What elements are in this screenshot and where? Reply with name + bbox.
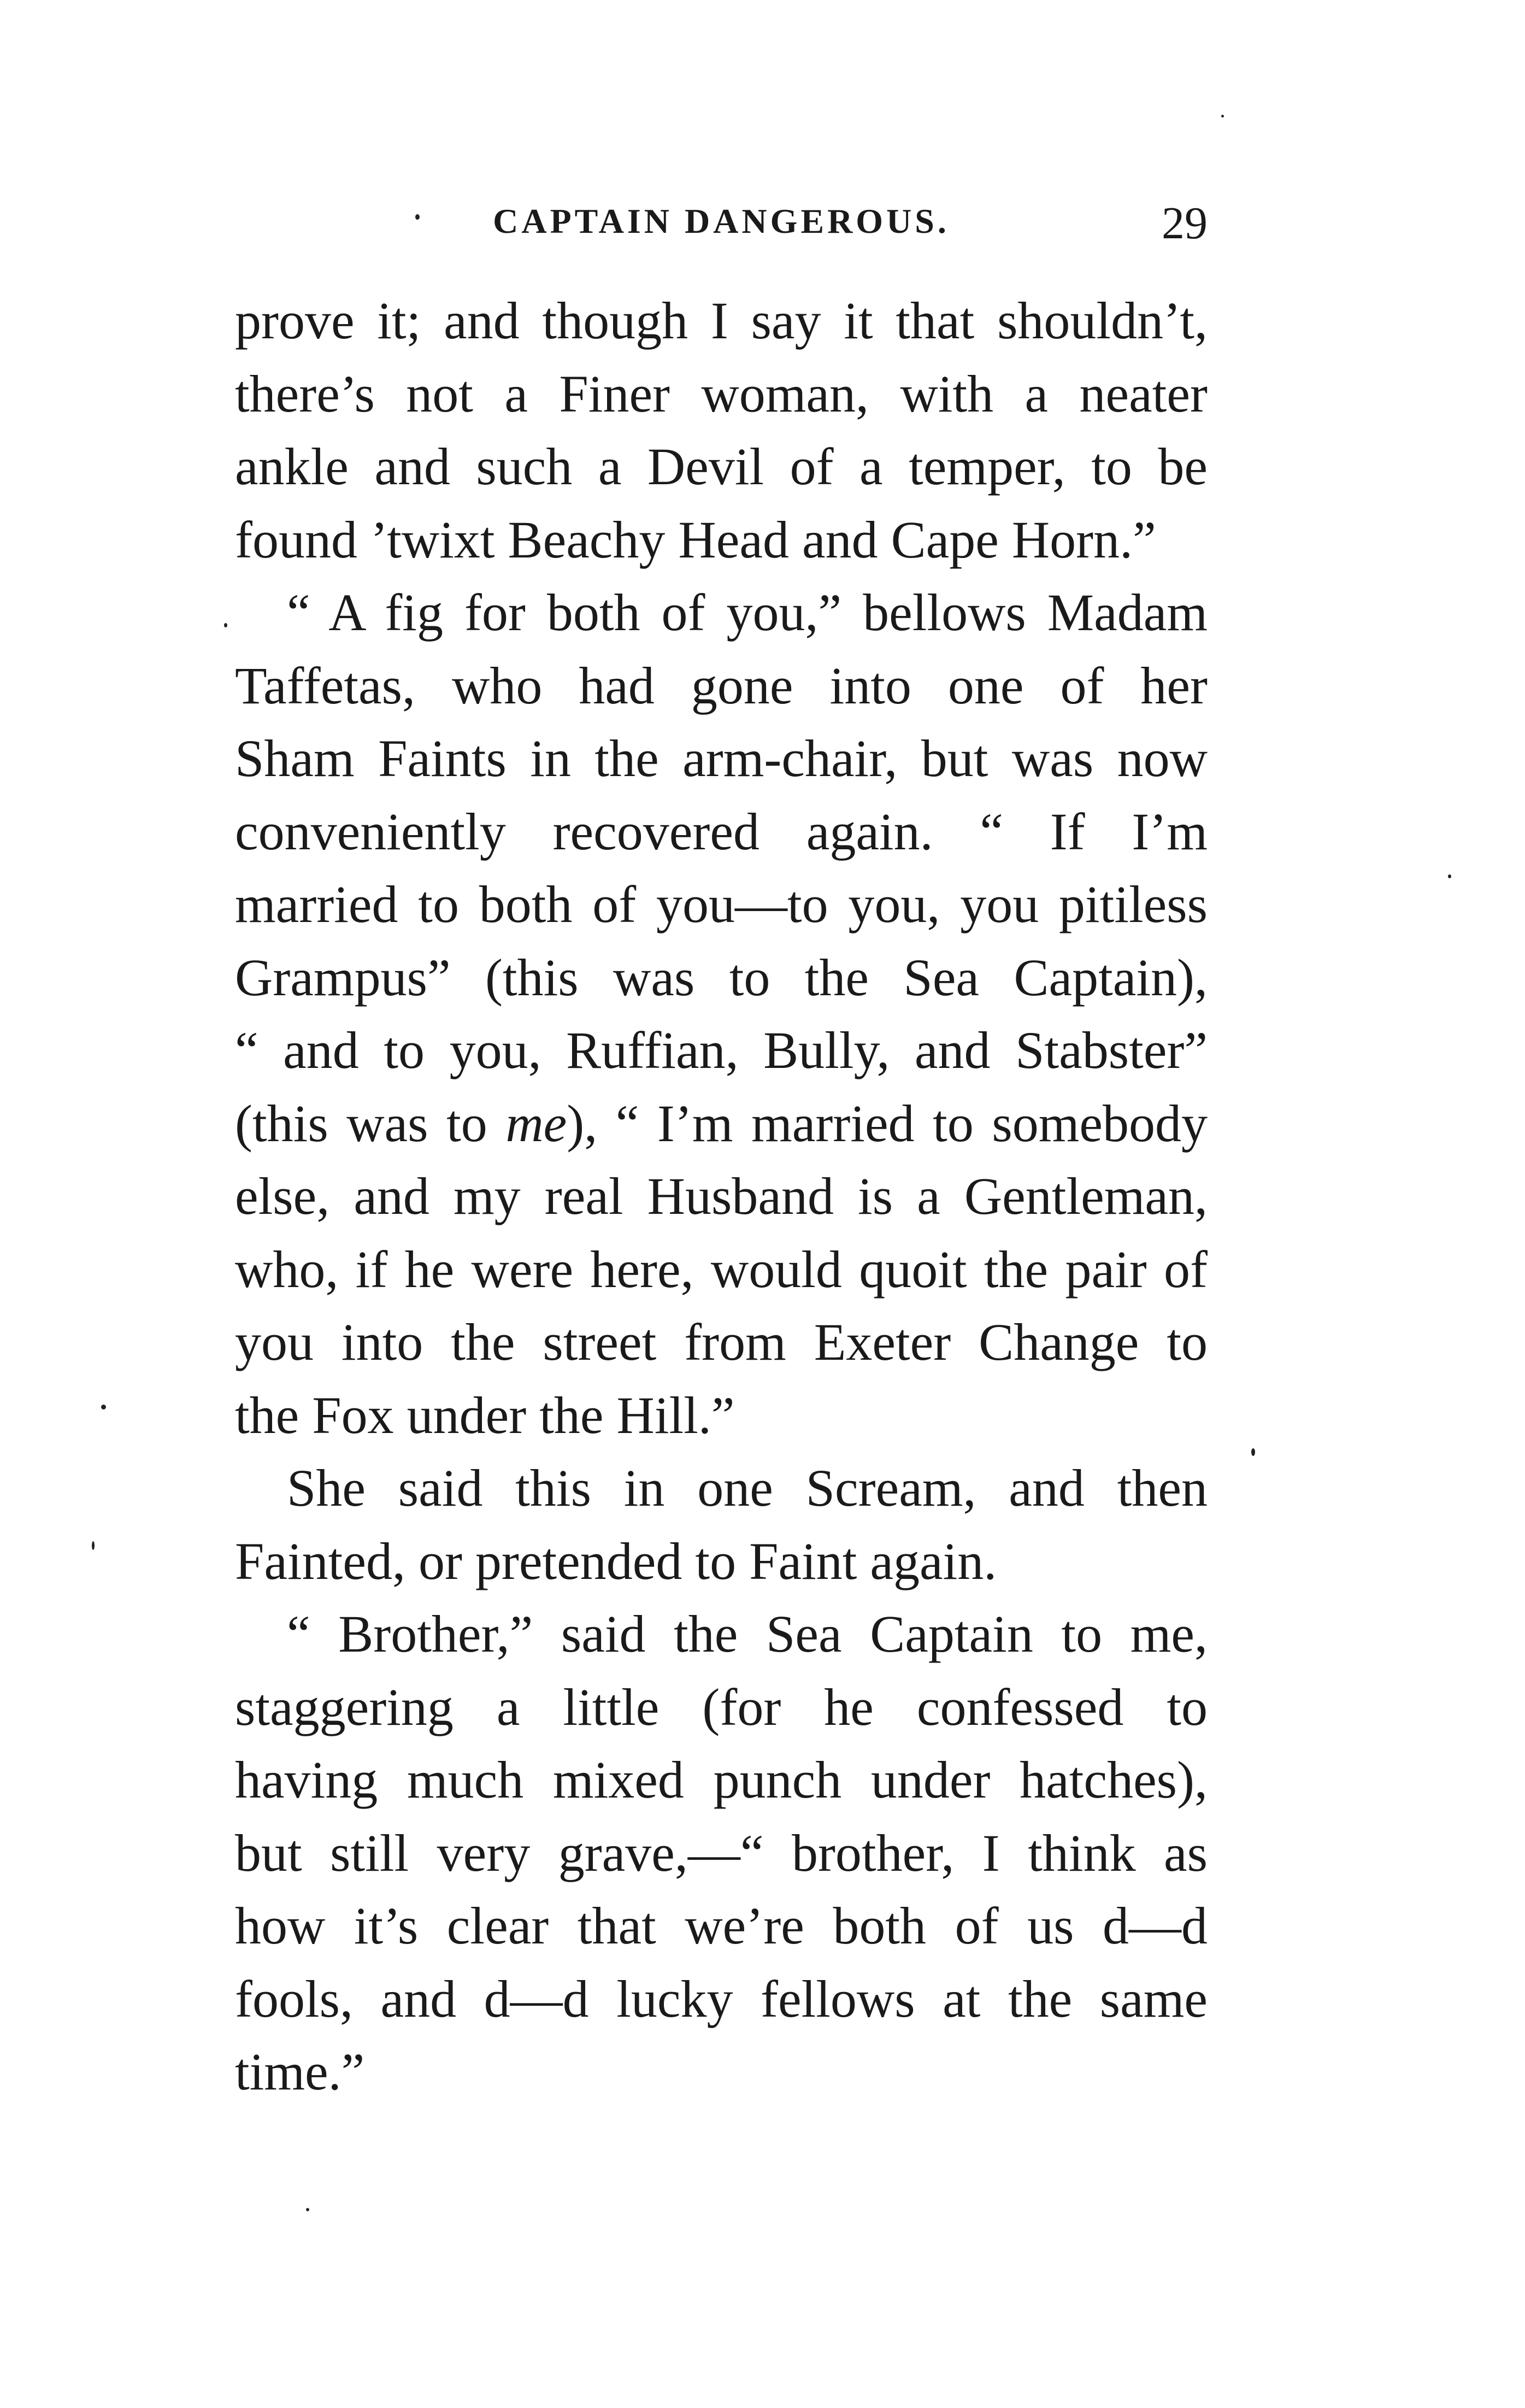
text-line: conveniently recovered again. “ If I’m (235, 802, 1208, 861)
text-line: married to both of you—to you, you pitiless (235, 875, 1208, 933)
text-line: prove it; and though I say it that shouldn’t, (235, 291, 1208, 350)
print-speck (224, 623, 227, 627)
print-speck (415, 214, 420, 220)
emphasis: me (505, 1094, 567, 1153)
text-line: found ’twixt Beachy Head and Cape Horn.” (235, 510, 1156, 569)
text-line: Grampus” (this was to the Sea Captain), (235, 948, 1208, 1007)
text-line: who, if he were here, would quoit the pair of (235, 1240, 1208, 1299)
text-line: “ Brother,” said the Sea Captain to me, (287, 1605, 1208, 1663)
text-line: the Fox under the Hill.” (235, 1385, 735, 1444)
text-line: time.” (235, 2042, 365, 2101)
text-line: having much mixed punch under hatches), (235, 1751, 1208, 1809)
print-speck (306, 2208, 309, 2211)
text-line: Fainted, or pretended to Faint again. (235, 1531, 997, 1590)
running-title: CAPTAIN DANGEROUS. (493, 202, 950, 240)
print-speck (92, 1541, 95, 1550)
print-speck (1251, 1448, 1255, 1456)
text-line: “ and to you, Ruffian, Bully, and Stabster” (235, 1021, 1208, 1079)
text-line: staggering a little (for he confessed to (235, 1677, 1208, 1736)
text-line: how it’s clear that we’re both of us d—d (235, 1896, 1208, 1955)
print-speck (1221, 115, 1224, 118)
text-line: fools, and d—d lucky fellows at the same (235, 1969, 1208, 2028)
page-number: 29 (1162, 198, 1208, 249)
text-line: “ A fig for both of you,” bellows Madam (287, 583, 1208, 642)
page-header (235, 197, 1208, 257)
text-line: ankle and such a Devil of a temper, to be (235, 437, 1208, 496)
text-line: you into the street from Exeter Change to (235, 1313, 1208, 1371)
body-text (235, 284, 1208, 2109)
print-speck (1448, 874, 1451, 878)
print-speck (101, 1405, 106, 1409)
text-line: else, and my real Husband is a Gentleman, (235, 1167, 1208, 1225)
text-line: but still very grave,—“ brother, I think as (235, 1823, 1208, 1882)
text-line: there’s not a Finer woman, with a neater (235, 364, 1208, 423)
text-line: Sham Faints in the arm-chair, but was now (235, 729, 1208, 788)
text-line: Taffetas, who had gone into one of her (235, 656, 1208, 715)
text-line: (this was to me), “ I’m married to somebody (235, 1094, 1208, 1153)
text-line: She said this in one Scream, and then (287, 1459, 1208, 1517)
